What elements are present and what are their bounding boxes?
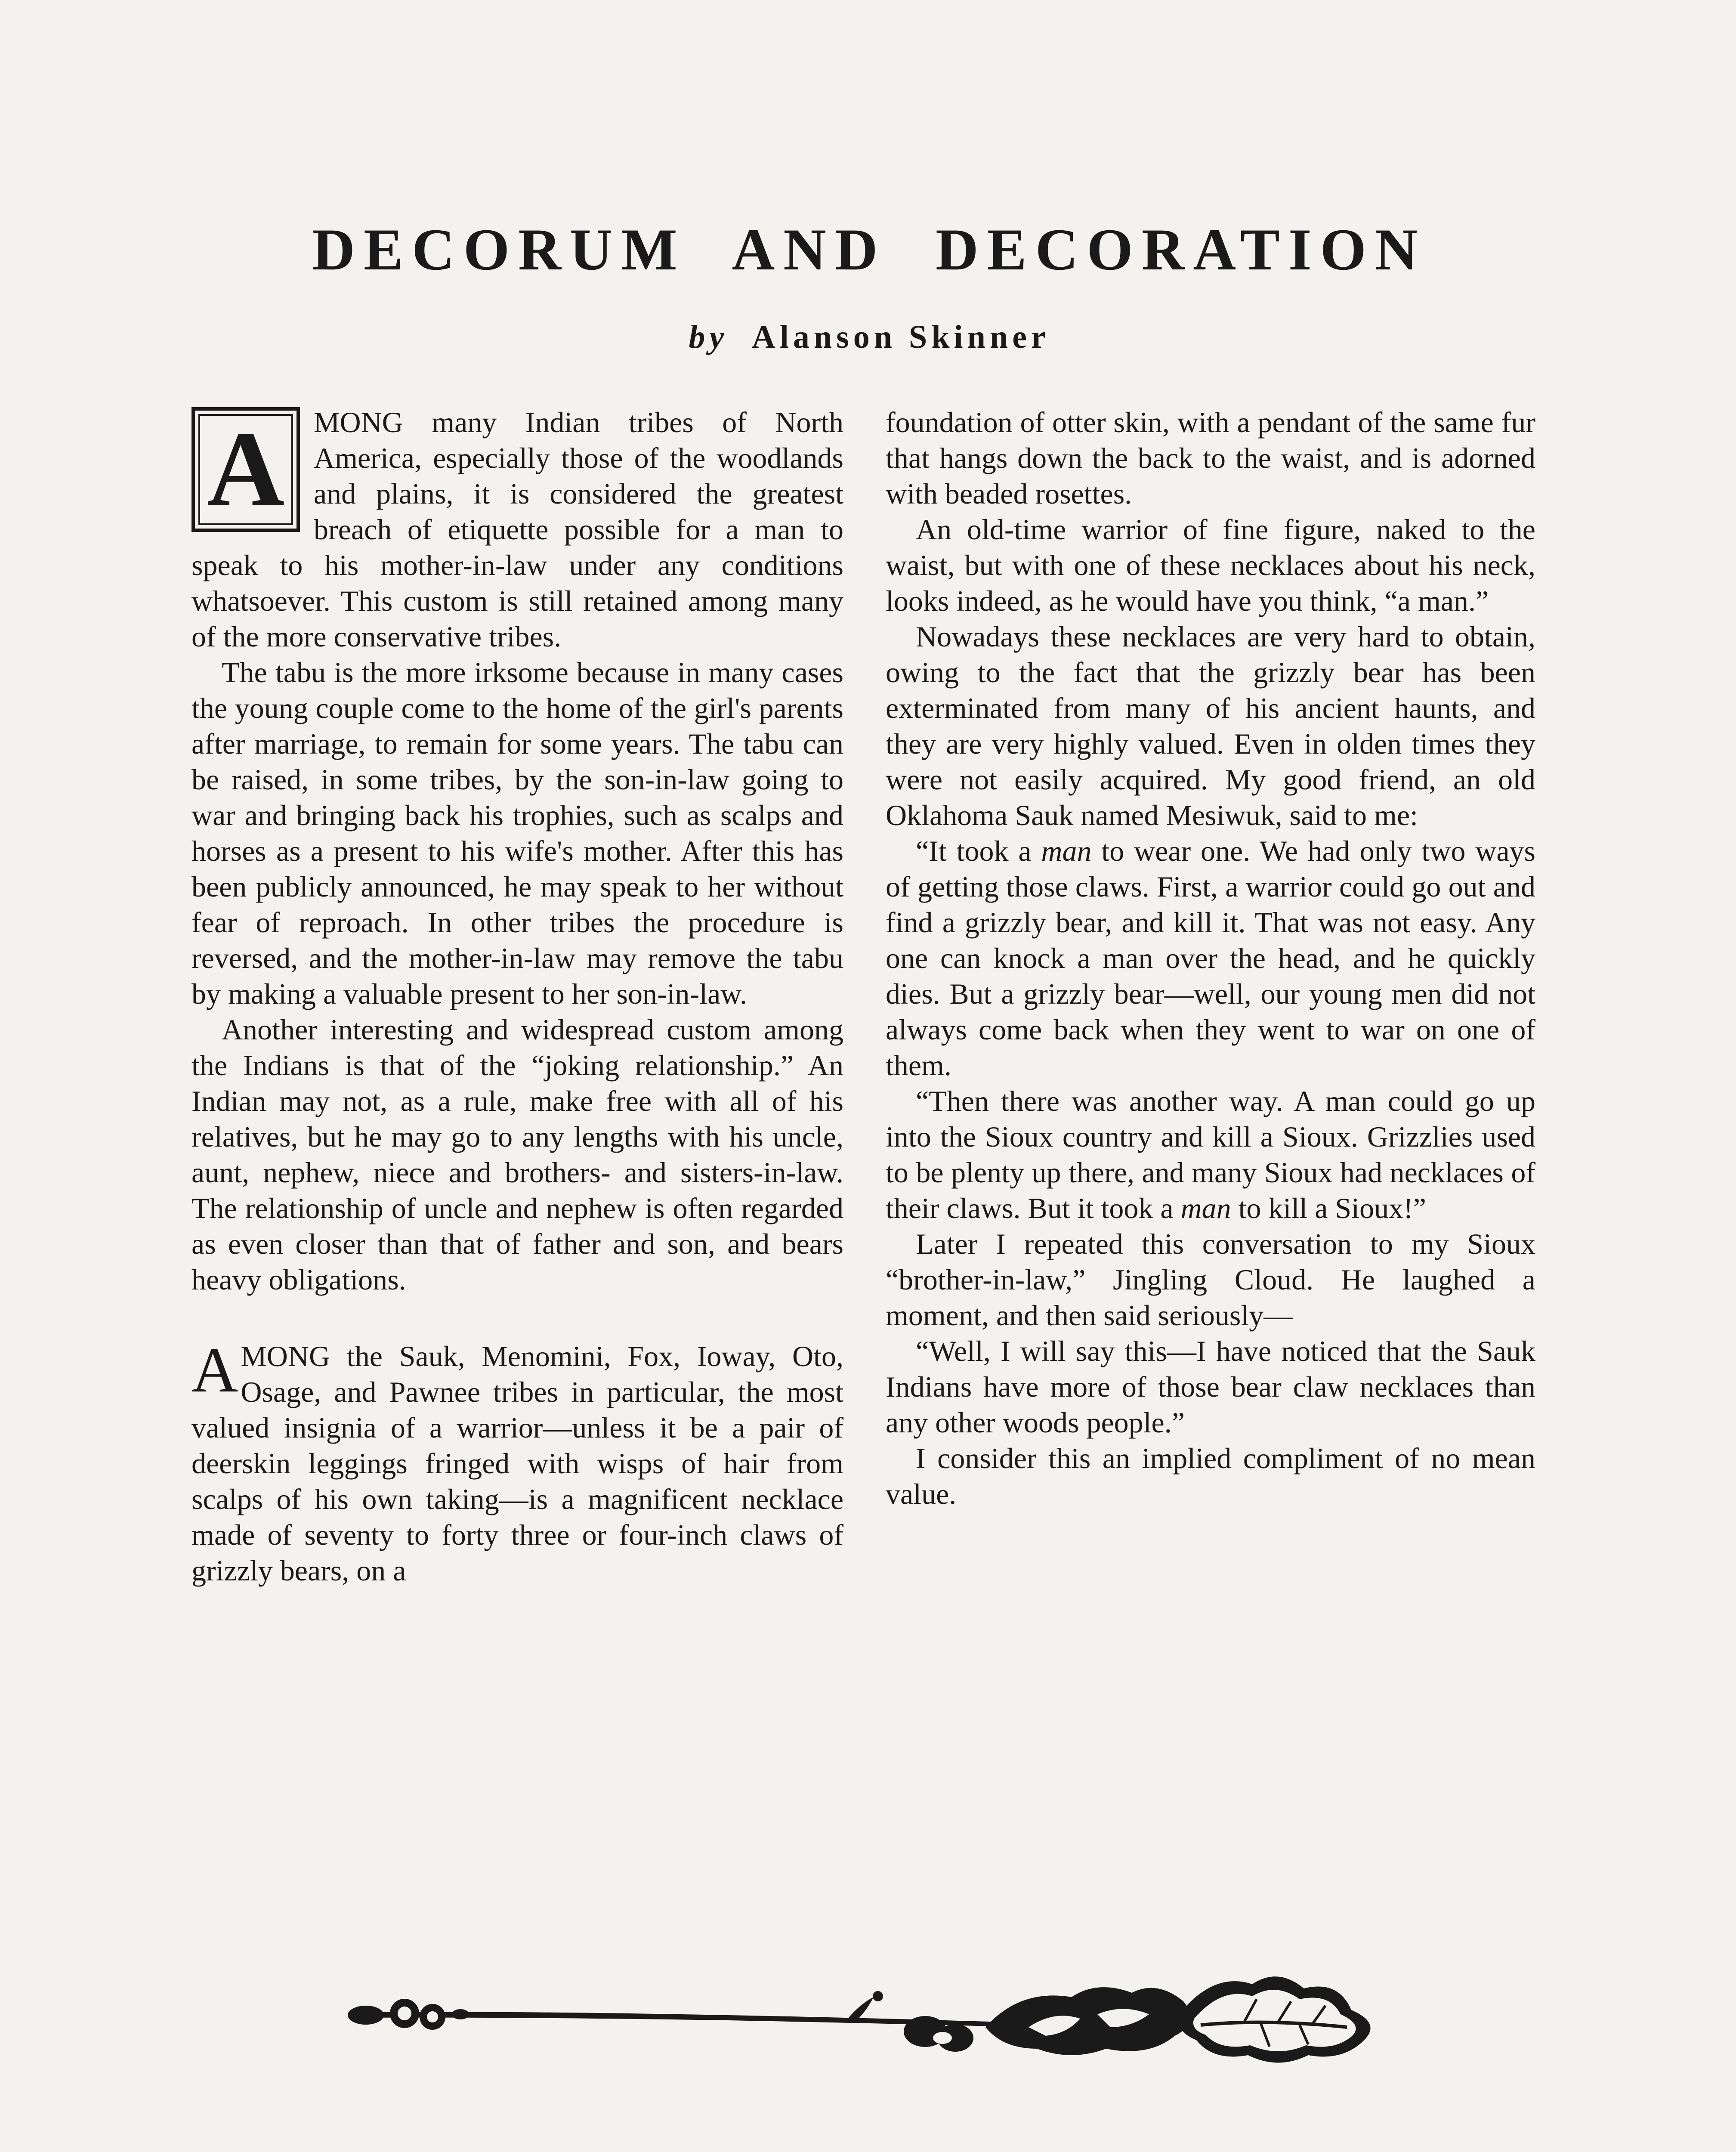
paragraph: Later I repeated this conversation to my Sioux “brother-in-law,” Jingling Cloud. He laughed a moment, and then said seriously— bbox=[886, 1228, 1535, 1332]
paragraph: “It took a man to wear one. We had only two ways of getting those claws. First, a warrior could go out and find a grizzly bear, and kill it. That was not easy. Any one can knock a man over the head, and he quickly dies. But a grizzly bear—well, our young men did not always come back when they went to war on one of them. bbox=[886, 835, 1535, 1082]
paragraph: AMONG the Sauk, Menomini, Fox, Ioway, Oto, Osage, and Pawnee tribes in particular, the most valued insignia of a warrior—unless it be a pair of deerskin leggings fringed with wisps of hair from scalps of his own taking—is a magnificent necklace made of seventy to forty three or four-inch claws of grizzly bears, on a bbox=[192, 1334, 843, 1587]
paragraph: Another interesting and widespread custom among the Indians is that of the “joking relationship.” An Indian may not, as a rule, make free with all of his relatives, but he may go to any lengths with his uncle, aunt, nephew, niece and brothers- and sisters-in-law. The relationship of uncle and nephew is often regarded as even closer than that of father and son, and bears heavy obligations. bbox=[192, 1013, 843, 1296]
drop-cap: A bbox=[192, 1334, 238, 1406]
drop-cap: A bbox=[192, 407, 300, 532]
paragraph: foundation of otter skin, with a pendant of the same fur that hangs down the back to the waist, and is adorned with beaded rosettes. bbox=[886, 406, 1535, 510]
paragraph: “Then there was another way. A man could go up into the Sioux country and kill a Sioux. Grizzlies used to be plenty up there, and many Sioux had necklaces of their claws. But it took a man to kill a Sioux!” bbox=[886, 1085, 1535, 1224]
paragraph: Nowadays these necklaces are very hard to obtain, owing to the fact that the grizzly bear has been exterminated from many of his ancient haunts, and they are very highly valued. Even in olden times they were not easily acquired. My good friend, an old Oklahoma Sauk named Mesiwuk, said to me: bbox=[886, 620, 1535, 832]
article-title: DECORUM AND DECORATION bbox=[312, 216, 1427, 282]
paragraph: I consider this an implied compliment of no mean value. bbox=[886, 1442, 1535, 1510]
byline bbox=[189, 318, 1549, 356]
oak-branch-ornament-icon bbox=[340, 1963, 1394, 2070]
author-name: Alanson Skinner bbox=[751, 319, 1050, 355]
byline-prefix: by bbox=[689, 319, 729, 355]
paragraph: An old-time warrior of fine figure, naked to the waist, but with one of these necklaces about his neck, looks indeed, as he would have you think, “a man.” bbox=[886, 513, 1535, 617]
left-column bbox=[192, 405, 843, 1589]
paragraph: “Well, I will say this—I have noticed that the Sauk Indians have more of those bear claw necklaces than any other woods people.” bbox=[886, 1335, 1535, 1439]
paragraph: The tabu is the more irksome because in many cases the young couple come to the home of the girl's parents after marriage, to remain for some years. The tabu can be raised, in some tribes, by the son-in-law going to war and bringing back his trophies, such as scalps and horses as a present to his wife's mother. After this has been publicly announced, he may speak to her without fear of reproach. In other tribes the procedure is reversed, and the mother-in-law may remove the tabu by making a valuable present to her son-in-law. bbox=[192, 656, 843, 1010]
right-column bbox=[886, 405, 1535, 1512]
paragraph: A MONG many Indian tribes of North America, especially those of the woodlands and plains, it is considered the greatest breach of etiquette possible for a man to speak to his mother-in-law under any conditions whatsoever. This custom is still retained among many of the more conservative tribes. bbox=[192, 406, 843, 653]
